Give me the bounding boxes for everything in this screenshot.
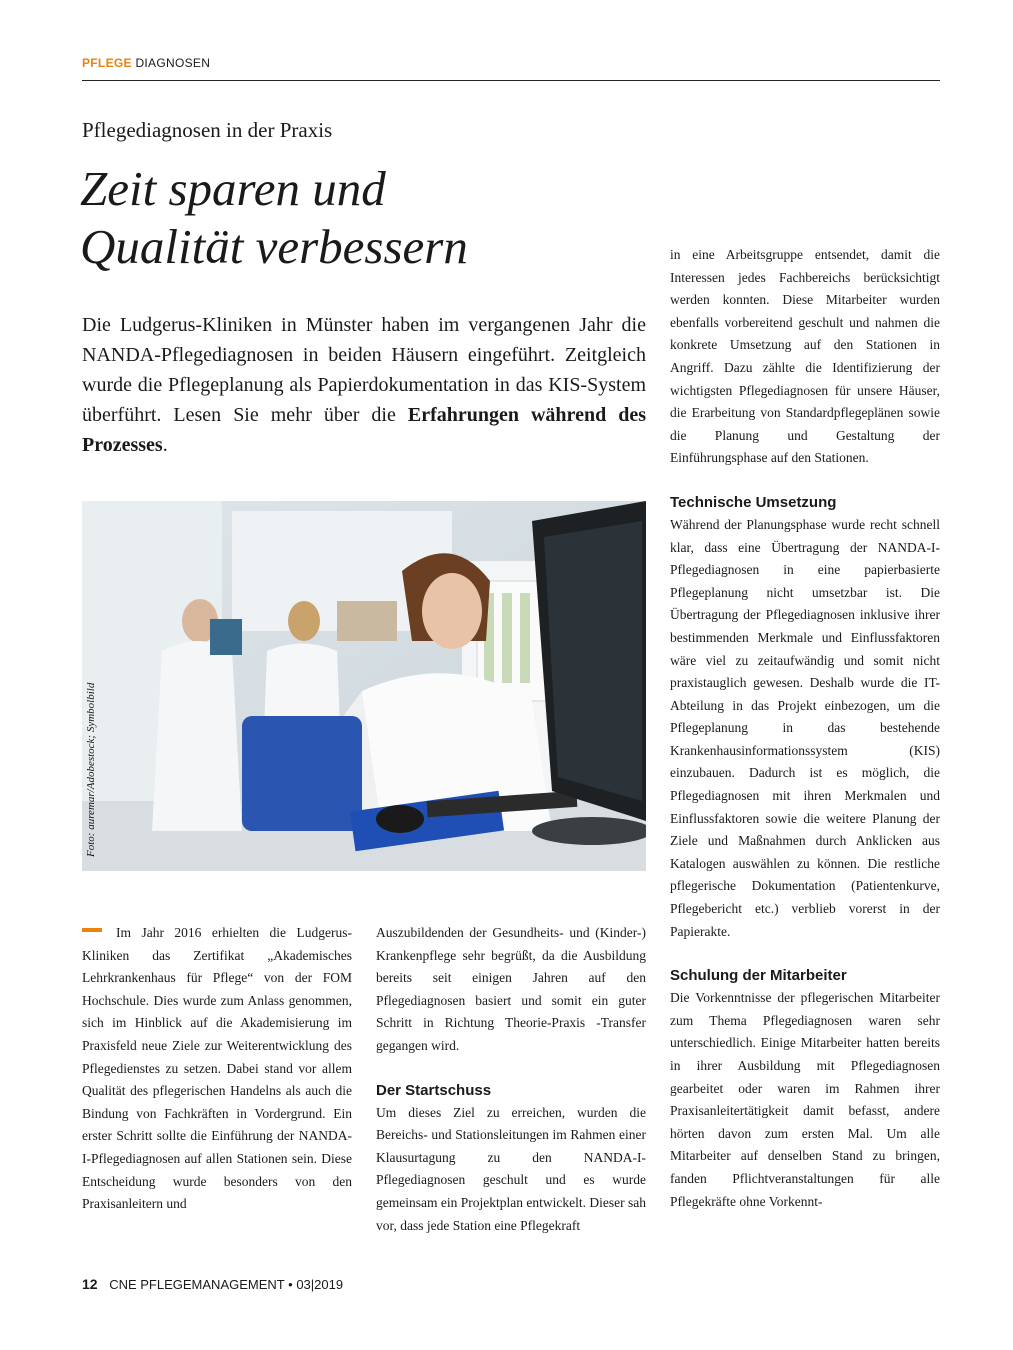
article-kicker: Pflegediagnosen in der Praxis: [82, 118, 333, 142]
issue-number: 03|2019: [296, 1277, 344, 1292]
body-column-2: [376, 922, 646, 1237]
lead-end: .: [162, 434, 168, 456]
col2-paragraph-1: Auszubildenden der Gesundheits- und (Kinder-) Krankenpflege sehr begrüßt, da die Ausbildung bereits seit einigen Jahren auf den Pflegediagnosen basiert und somit ein guter Schritt in Richtung Theorie-Praxis -Transfer gegangen wird.: [376, 925, 646, 1053]
col3-paragraph-1: in eine Arbeitsgruppe entsendet, damit die Interessen jedes Fachbereichs berücksichtigt werden konnten. Diese Mitarbeiter wurden ebenfalls vorbereitend geschult und nahmen die konkrete Umsetzung auf den Stationen in Angriff. Dazu zählte die Identifizierung der wichtigsten Pflegediagnosen für unsere Häuser, die Erarbeitung von Standardpflegeplänen sowie die Planung und Gestaltung der Einführungsphase auf den Stationen.: [670, 247, 940, 466]
page-header: [82, 54, 940, 81]
article-headline: [80, 160, 640, 276]
footer-bullet: •: [288, 1277, 293, 1292]
subheading-schulung: Schulung der Mitarbeiter: [670, 967, 847, 985]
photo-credit: [82, 501, 100, 871]
photo-credit-text: Foto: auremar/Adobestock; Symbolbild: [85, 682, 97, 857]
col3-paragraph-2: Während der Planungsphase wurde recht schnell klar, dass eine Übertragung der NANDA-I-Pflegediagnosen in eine papierbasierte Pflegeplanung nicht umsetzbar ist. Die Übertragung der Pflegediagnosen inklusive ihrer bestimmenden Merkmale und Einflussfaktoren wäre viel zu zeitaufwändig und somit nicht praxistauglich gewesen. Deshalb wurde die IT-Abteilung in das Projekt einbezogen, um die Pflegeplanung in das bestehende Krankenhausinformationssystem (KIS) einzubauen. Dadurch ist es möglich, die Pflegediagnosen mit ihren Merkmalen und Einflussfaktoren sowie die weitere Planung der Ziele und Maßnahmen durch Anklicken aus Katalogen auswählen zu können. Die restliche pflegerische Dokumentation (Patientenkurve, Pflegebericht etc.) verblieb vorerst in der Papierakte.: [670, 516, 940, 939]
body-column-3: [670, 244, 940, 1213]
headline-line-1: Zeit sparen und: [80, 161, 386, 216]
page-footer: [82, 1276, 343, 1292]
body-paragraph: [82, 922, 352, 1216]
lead-bold: Erfahrungen während des Prozesses: [82, 404, 646, 456]
page-number: 12: [82, 1276, 98, 1292]
nurse-at-computer-illustration: [82, 501, 646, 871]
article-start-dash: [82, 928, 102, 932]
col1-paragraph-1: Im Jahr 2016 erhielten die Ludgerus-Kliniken das Zertifikat „Akademisches Lehrkrankenhaus für Pflege“ von der FOM Hochschule. Dies wurde zum Anlass genommen, sich im Hinblick auf die Akademisierung im Praxisfeld neue Ziele zur Weiterentwicklung des Pflegedienstes zu setzen. Dabei stand vor allem Qualität des pflegerischen Handelns als auch die Bindung von Fachkräften in Vordergrund. Ein erster Schritt sollte die Einführung der NANDA-I-Pflegediagnosen auf allen Stationen sein. Diese Entscheidung wurde besonders von den Praxisanleitern und: [82, 925, 352, 1212]
col3-paragraph-3: Die Vorkenntnisse der pflegerischen Mitarbeiter zum Thema Pflegediagnosen waren sehr unterschiedlich. Einige Mitarbeiter hatten bereits in ihrer Ausbildung mit Pflegediagnosen gearbeitet oder waren im Rahmen ihrer Praxisanleitertätigkeit damit befasst, andere hörten davon zum ersten Mal. Um alle Mitarbeiter auf denselben Stand zu bringen, fanden Pflichtveranstaltungen für alle Pflegekräfte ohne Vorkennt-: [670, 990, 940, 1209]
section-label-rest: DIAGNOSEN: [131, 56, 211, 70]
subheading-startschuss: Der Startschuss: [376, 1081, 492, 1099]
subheading-technische-umsetzung: Technische Umsetzung: [670, 493, 837, 511]
col2-paragraph-2: Um dieses Ziel zu erreichen, wurden die Bereichs- und Stationsleitungen im Rahmen einer Klausurtagung zu den NANDA-I-Pflegediagnosen geschult und es wurde gemeinsam ein Projektplan entwickelt. Dieser sah vor, dass jede Station eine Pflegekraft: [376, 1104, 646, 1233]
article-photo: [82, 501, 646, 871]
lead-text: Die Ludgerus-Kliniken in Münster haben im vergangenen Jahr die NANDA-Pflegediagnosen in beiden Häusern eingeführt. Zeitgleich wurde die Pflegeplanung als Papierdokumentation in das KIS-System überführt. Lesen Sie mehr über die: [82, 314, 646, 426]
headline-line-2: Qualität verbessern: [80, 219, 468, 274]
body-column-1: [82, 922, 352, 1216]
section-label-accent: PFLEGE: [82, 56, 132, 70]
journal-name: CNE PFLEGEMANAGEMENT: [109, 1277, 285, 1292]
lead-paragraph: [82, 310, 646, 460]
